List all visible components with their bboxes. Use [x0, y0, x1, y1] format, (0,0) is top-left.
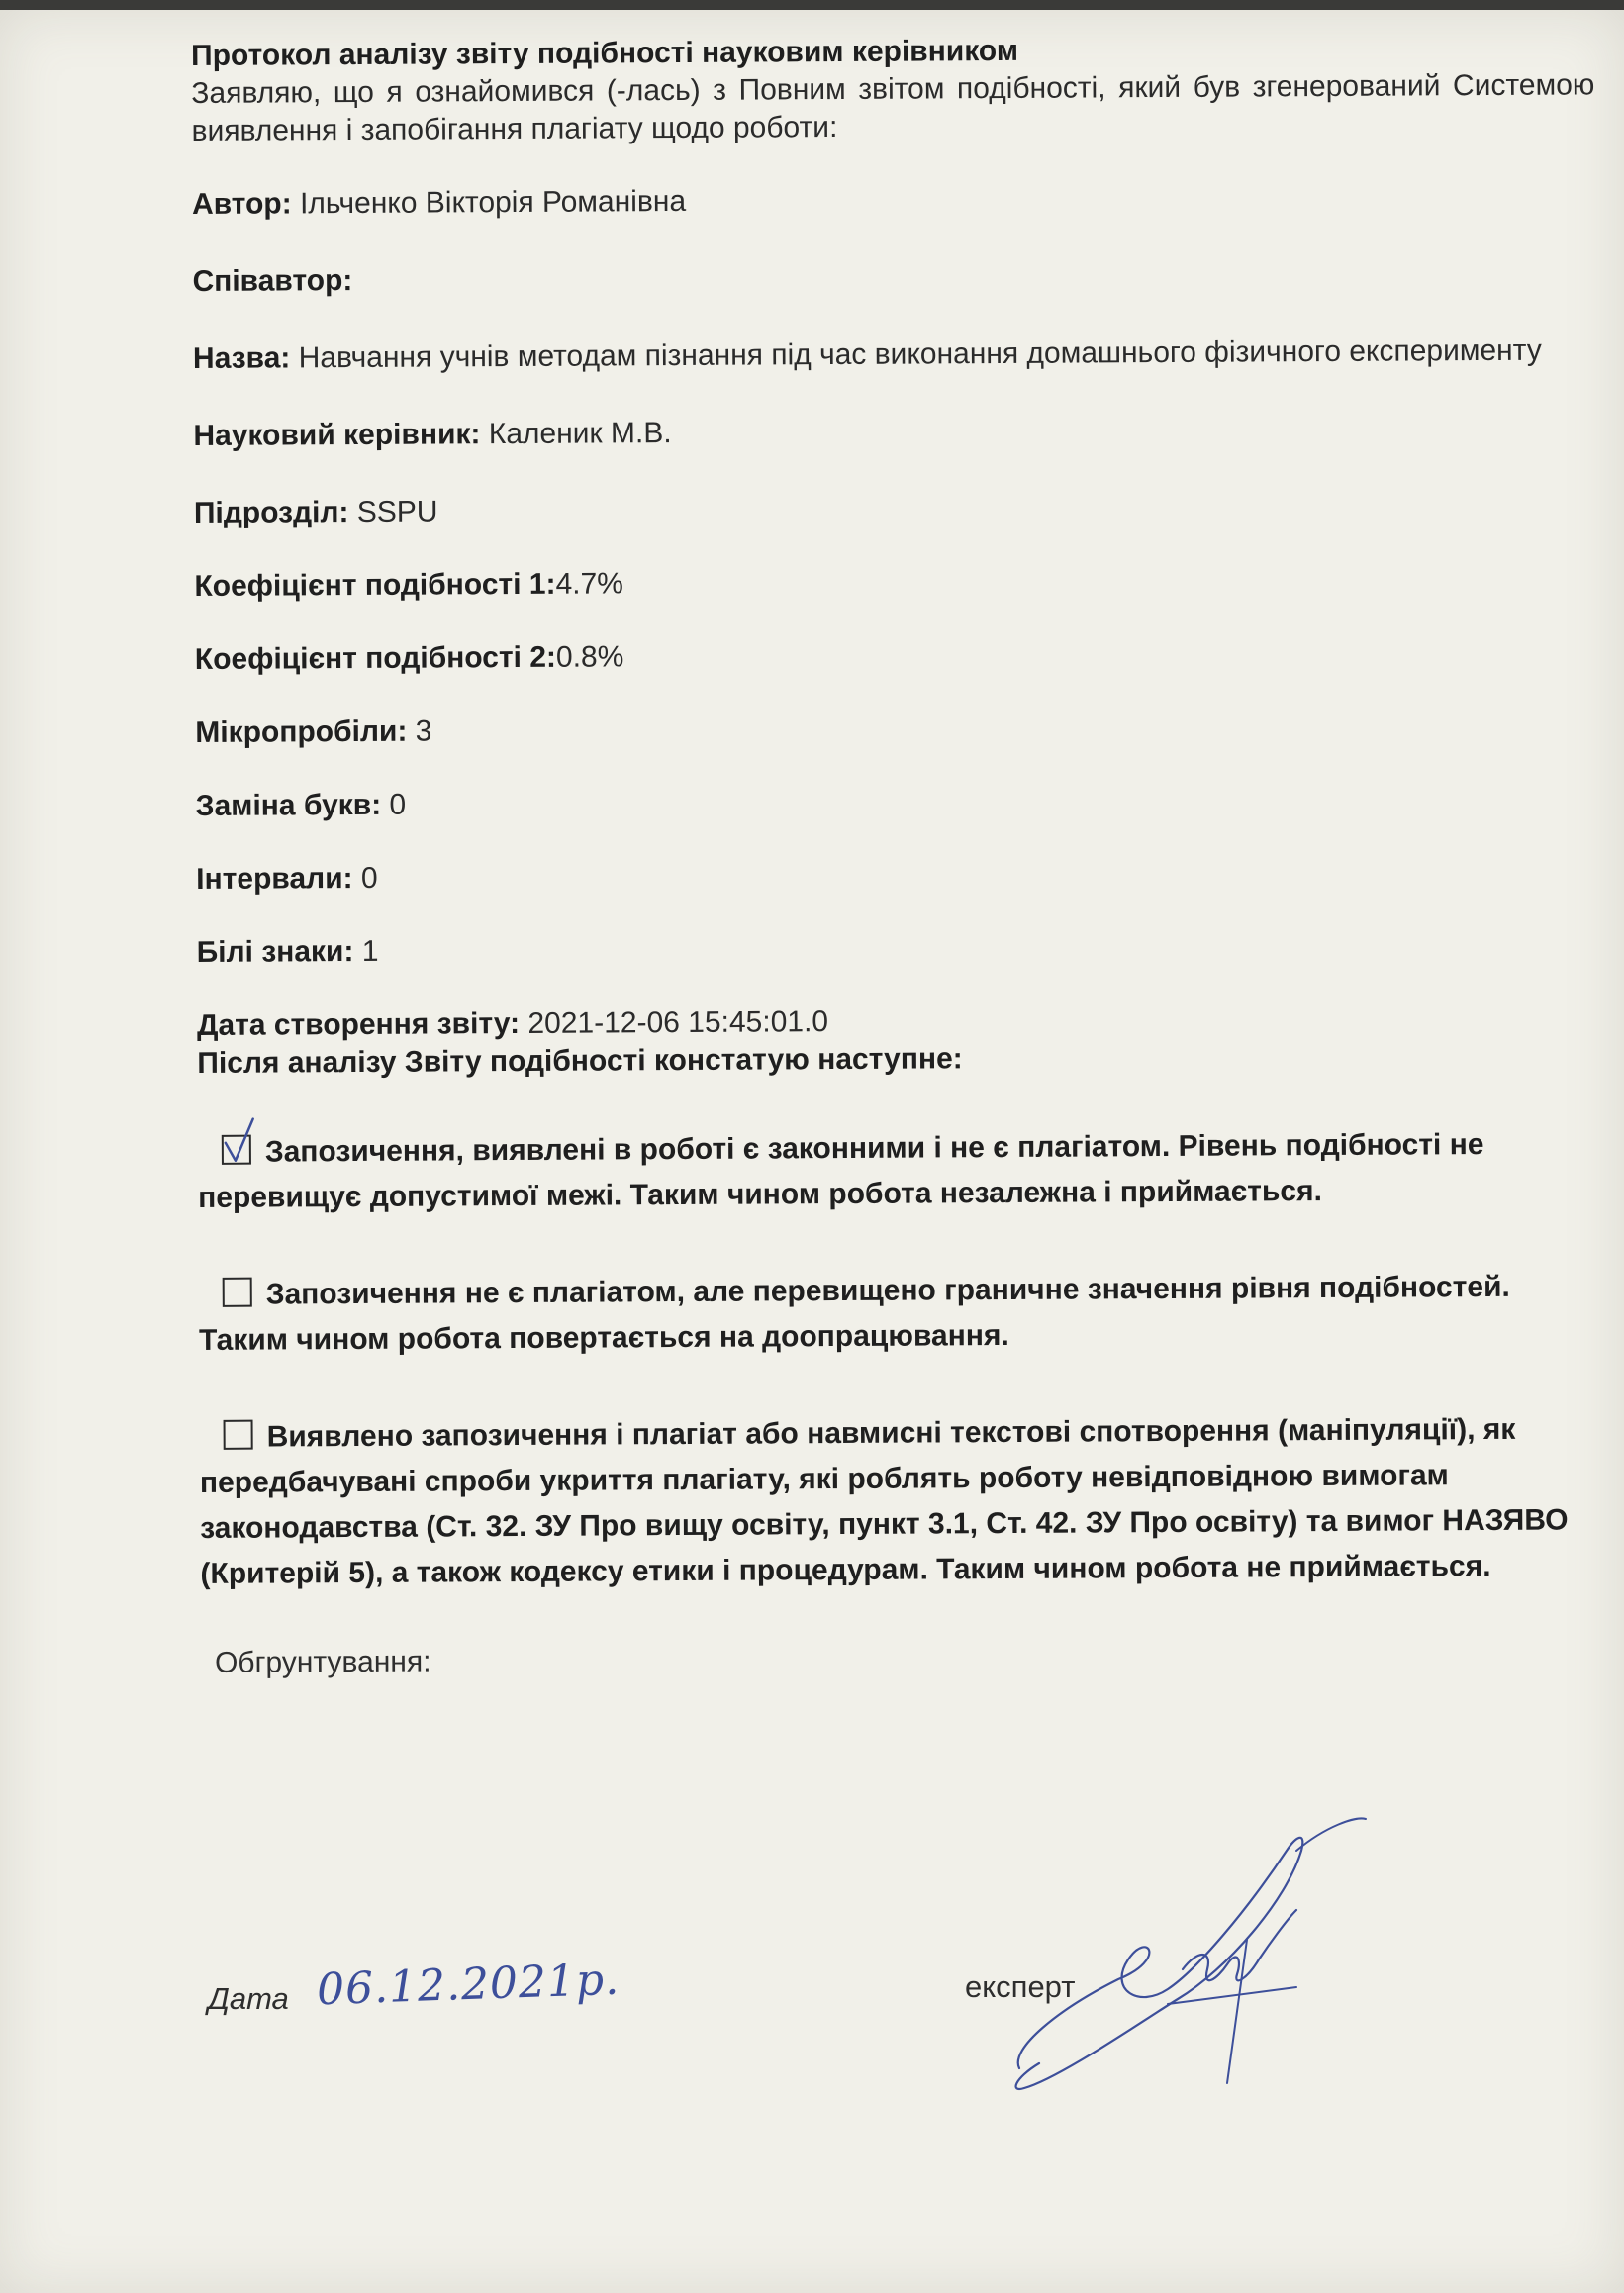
field-name-value: Навчання учнів методам пізнання під час виконання домашнього фізичного експерименту	[290, 334, 1542, 375]
handwritten-date: 06.12.2021р.	[316, 1954, 621, 2016]
field-coef1	[194, 559, 1597, 606]
field-supervisor-label: Науковий керівник:	[193, 418, 481, 452]
field-coef1-label: Коефіцієнт подібності 1:	[194, 567, 556, 603]
field-microspaces-label: Мікропробіли:	[195, 715, 408, 749]
field-letter-replace	[196, 779, 1599, 825]
field-coauthor	[192, 254, 1595, 301]
field-intervals-value: 0	[352, 861, 378, 896]
signature-footer	[208, 1940, 1494, 2138]
option-accepted	[198, 1121, 1602, 1221]
field-name	[193, 332, 1596, 378]
field-subdivision-value: SSPU	[348, 495, 438, 529]
field-intervals-label: Інтервали:	[196, 862, 353, 896]
field-report-date-label: Дата створення звіту:	[196, 1006, 521, 1042]
field-supervisor-value: Каленик М.В.	[480, 417, 672, 451]
field-author	[192, 177, 1595, 224]
field-coef2-label: Коефіцієнт подібності 2:	[194, 640, 557, 676]
field-author-value: Ільченко Вікторія Романівна	[291, 184, 687, 221]
field-white-signs-label: Білі знаки:	[196, 935, 354, 969]
field-letter-replace-value: 0	[381, 788, 407, 821]
field-letter-replace-label: Заміна букв:	[195, 788, 382, 822]
field-coef2	[195, 632, 1598, 679]
option-revision-text: Запозичення не є плагіатом, але перевищено граничне значення рівня подібностей. Таким чином робота повертається на доопрацювання.	[198, 1270, 1510, 1357]
document-title: Протокол аналізу звіту подібності науковим керівником	[191, 34, 1019, 72]
option-revision-checkbox[interactable]	[223, 1278, 252, 1307]
option-rejected-checkbox[interactable]	[224, 1420, 253, 1450]
option-rejected	[200, 1406, 1604, 1597]
conclusion-heading: Після аналізу Звіту подібності констатую наступне:	[197, 1042, 963, 1080]
signature-icon	[1000, 1811, 1415, 2108]
option-accepted-checkbox[interactable]	[222, 1135, 251, 1165]
field-white-signs-value: 1	[353, 934, 379, 969]
field-coauthor-label: Співавтор:	[192, 264, 353, 298]
expert-label: експерт	[965, 1969, 1076, 2004]
option-revision	[199, 1264, 1603, 1364]
basis-label: Обгрунтування:	[214, 1645, 431, 1679]
date-label: Дата	[208, 1981, 289, 2016]
field-subdivision	[194, 486, 1597, 532]
field-microspaces	[195, 706, 1598, 752]
field-report-date-value: 2021-12-06 15:45:01.0	[520, 1005, 829, 1040]
field-microspaces-value: 3	[407, 715, 432, 748]
scanned-page	[0, 10, 1624, 2293]
field-coef2-value: 0.8%	[555, 640, 624, 674]
check-mark-icon	[220, 1117, 259, 1167]
intro-paragraph: Заявляю, що я ознайомився (-лась) з Повним звітом подібності, який був згенерований Системою виявлення і запобігання плагіату щодо роботи:	[191, 68, 1595, 147]
option-accepted-text: Запозичення, виявлені в роботі є законними і не є плагіатом. Рівень подібності не перевищує допустимої межі. Таким чином робота незалежна і приймається.	[198, 1128, 1484, 1214]
field-coef1-value: 4.7%	[555, 567, 624, 601]
field-name-label: Назва:	[192, 341, 291, 375]
option-rejected-text: Виявлено запозичення і плагіат або навмисні текстові спотворення (маніпуляції), як передбачувані спроби укриття плагіату, які роблять роботу невідповідною вимогам законодавства (Ст. 32. ЗУ Про вищу освіту, пункт 3.1, Ст. 42. ЗУ Про освіту) та вимог НАЗЯВО (Критерій 5), а також кодексу етики і процедурам. Таким чином робота не приймається.	[199, 1412, 1569, 1590]
field-supervisor	[193, 409, 1596, 455]
document-body	[191, 29, 1604, 1682]
field-author-label: Автор:	[191, 187, 292, 221]
field-white-signs	[197, 925, 1600, 972]
field-subdivision-label: Підрозділ:	[193, 496, 349, 529]
field-intervals	[196, 852, 1599, 899]
